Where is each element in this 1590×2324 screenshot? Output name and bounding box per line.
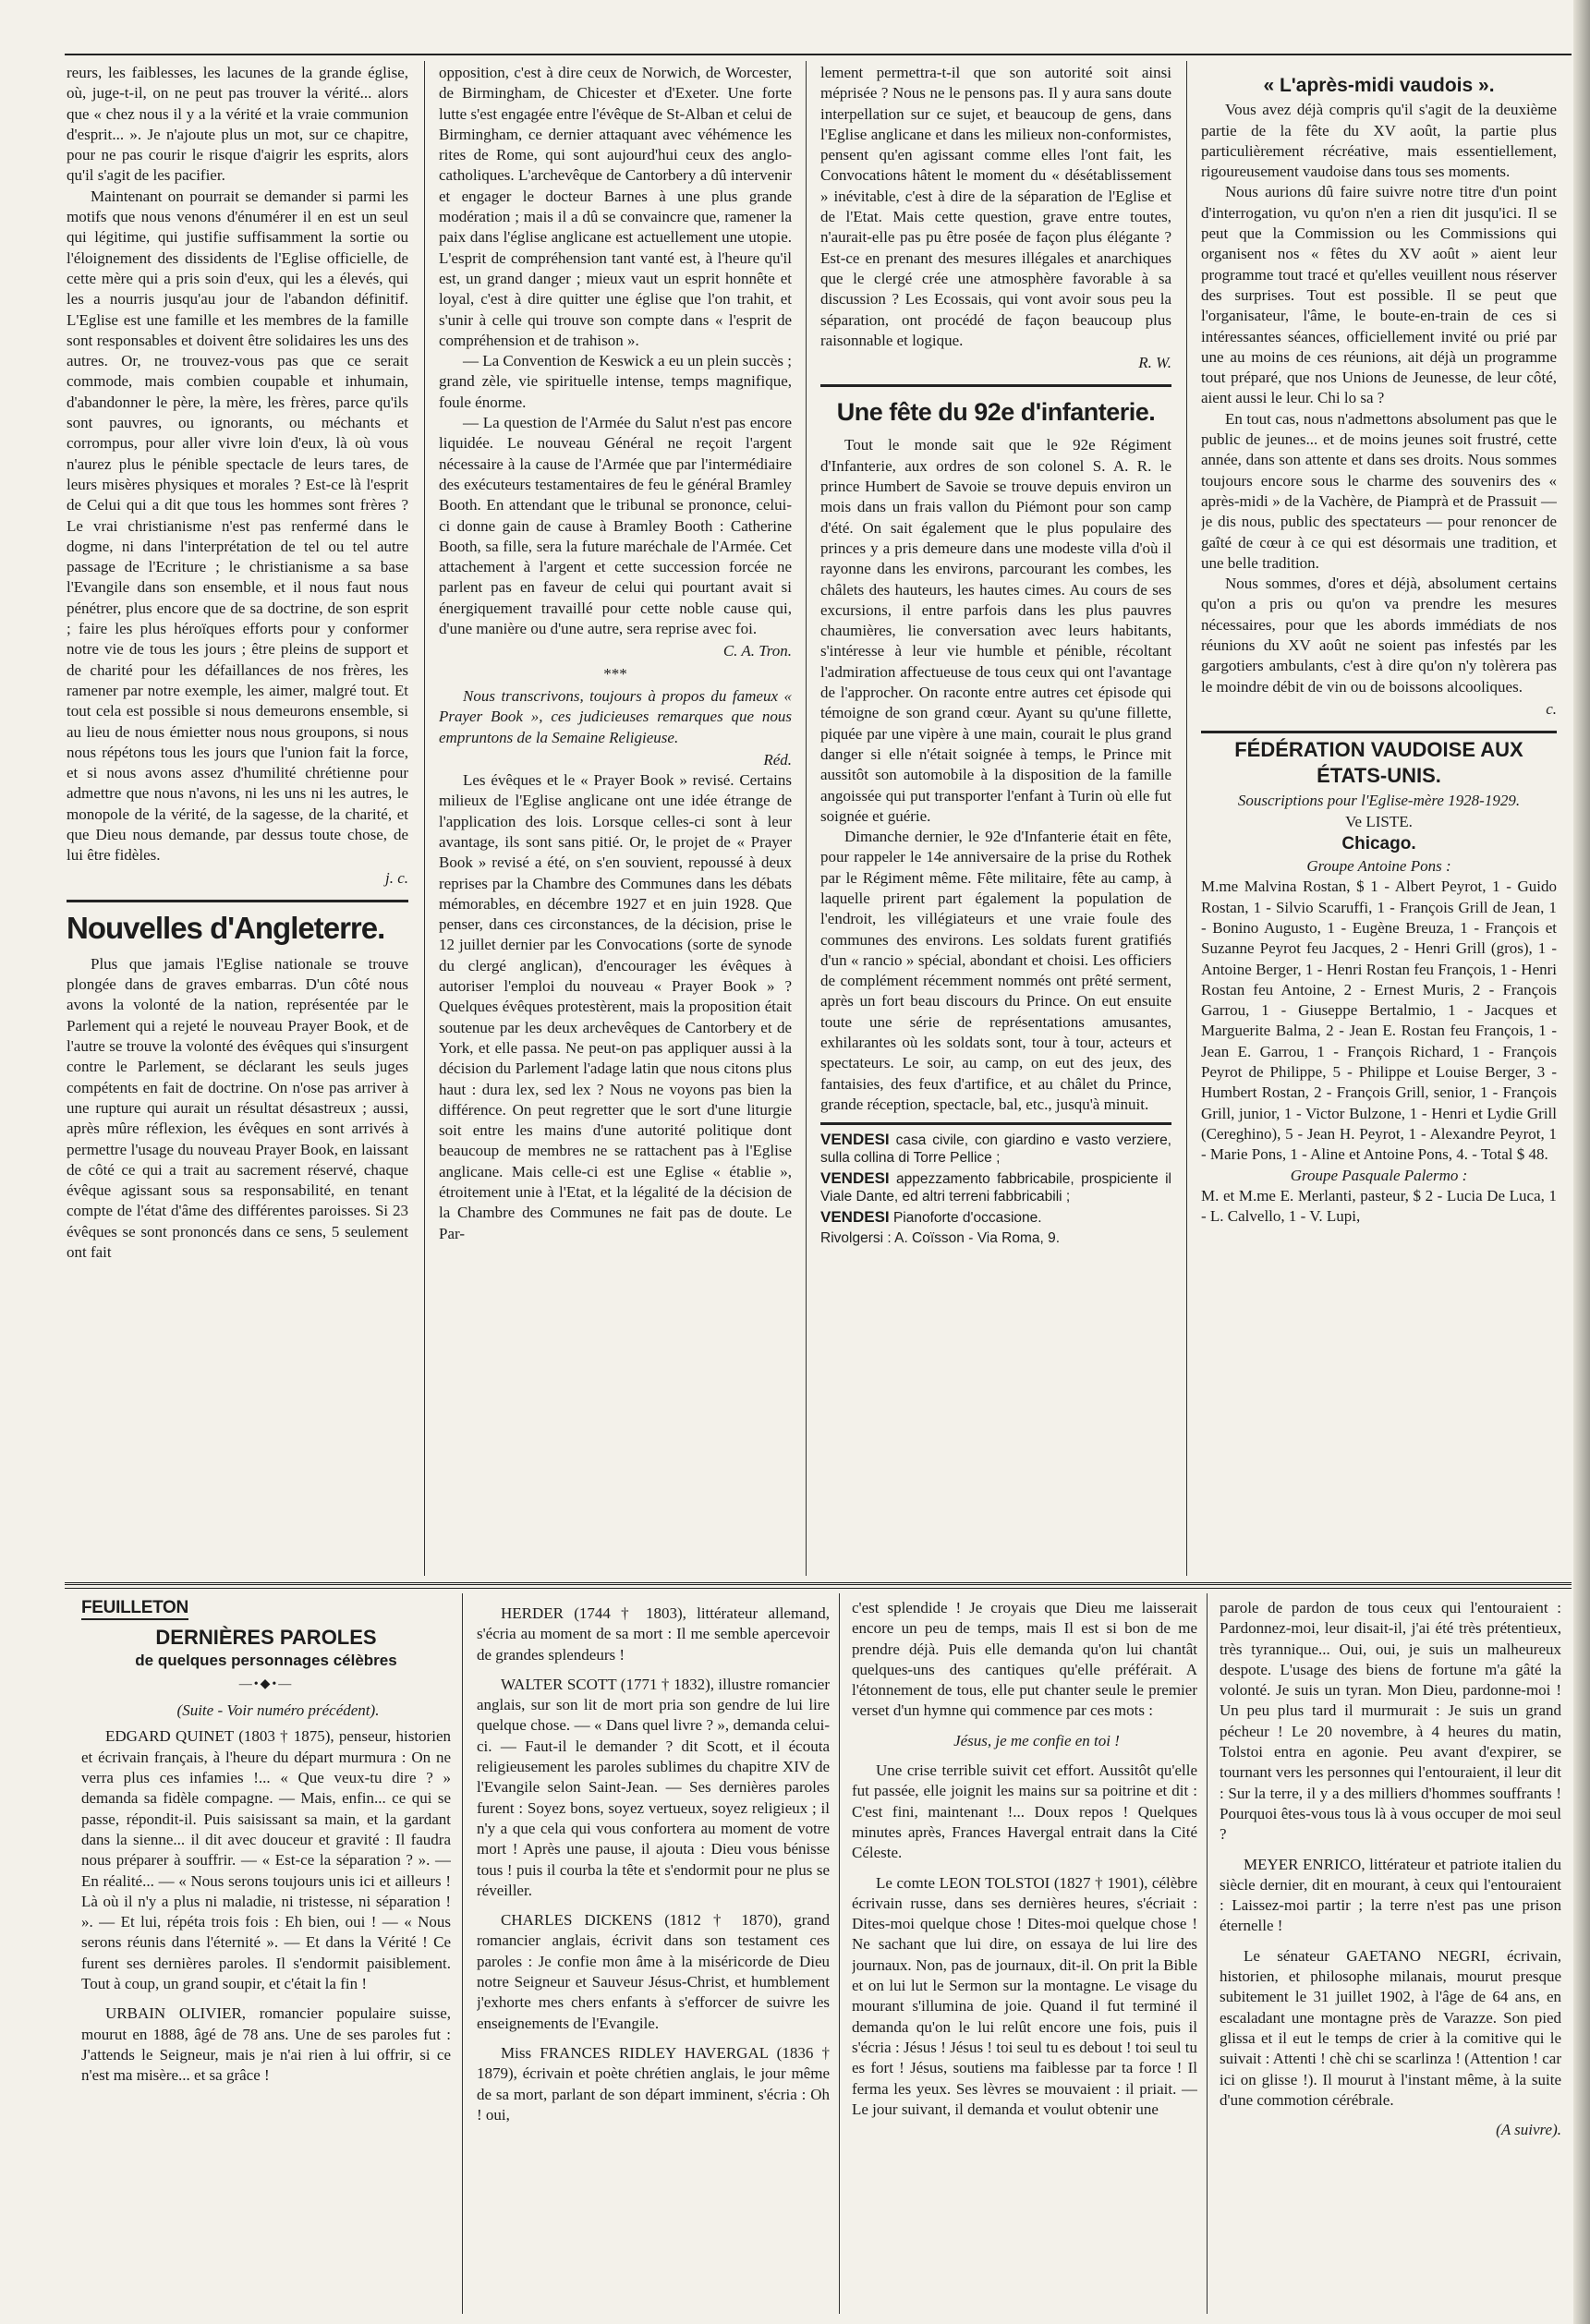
paragraph: Dimanche dernier, le 92e d'Infanterie était en fête, pour rappeler le 14e anniversaire de la prise du Rothek par le Régiment même. Fête militaire, fête au camp, à laquelle prirent part également la population de l'endroit, les villégiateurs et une vraie foule des communes des environs. Les soldats furent gratifiés d'un « rancio » spécial, abondant et choisi. Les officiers de complément récemment nommés ont prêté serment, après un fort beau discours du Prince. On eut ensuite toute une série de représentations amusantes, exhilarantes où les soldats sont, tour à tour, acteurs et spectateurs. Le soir, au camp, on eut des jeux, des fantaisies, des feux d'artifice, et au châlet du Prince, grande réception, spectacle, bal, etc., jusqu'à minuit. — [820, 828, 1171, 1113]
paragraph: HERDER (1744 † 1803), littérateur allemand, s'écria au moment de sa mort : Il me semble apercevoir de grandes splendeurs ! — [477, 1604, 830, 1664]
feuilleton-rule — [65, 1582, 1572, 1589]
paragraph: Vous avez déjà compris qu'il s'agit de la deuxième partie de la fête du XV août, la partie plus particulièrement récréative, mais essentiellement, rigoureusement vaudoise dans tous ses moments. — [1201, 101, 1557, 181]
paragraph: Les évêques et le « Prayer Book » revisé. Certains milieux de l'Eglise anglicane ont une idée étrange de l'application des lois. Lorsque celles-ci sont à leur avantage, ils sont sans pitié. Or, le projet de « Prayer Book » revisé a été, on s'en souvient, repoussé à deux reprises par la Chambre des Communes dans les débats mémorables, en décembre 1927 et en juin 1928. Que penser, dans ces circonstances, de la décision, prise le 12 juillet dernier par les Convocations (sorte de synode du clergé anglican), d'encourager les évêques à autoriser l'emploi du nouveau « Prayer Book » ? Quelques évêques protestèrent, mais la proposition était soutenue par les deux archevêques de Cantorbery et de York, et elle passa. Ne peut-on pas appliquer aussi à la décision du Parlement l'adage latin que nous citons plus haut : dura lex, sed lex ? Nous ne voyons pas bien la différence. On peut regretter que le sort d'une liturgie soit entre les mains d'une autorité politique dont beaucoup de membres ne se rattachent pas à l'Eglise anglicane. Mais celle-ci est une Eglise « établie », étroitement unie à l'Etat, et la légalité de la décision de la Chambre des Communes ne fait pas de doute. Le Par- — [439, 771, 792, 1242]
paragraph: Nous transcrivons, toujours à propos du fameux « Prayer Book », ces judicieuses remarques que nous empruntons de la Semaine Religieuse. — [439, 686, 792, 746]
paragraph: — La Convention de Keswick a eu un plein succès ; grand zèle, vie spirituelle intense, temps magnifique, foule énorme. — [439, 352, 792, 411]
column-4 — [1201, 76, 1557, 1578]
paragraph: reurs, les faiblesses, les lacunes de la grande église, où, juge-t-il, on ne peut pas trouver la vérité... alors que « chez nous il y a la vérité et la vraie communion d'esprit... ». Je n'ajoute plus un mot, sur ce chapitre, pour ne pas courir le risque d'aigrir les esprits, alors qu'il s'agit de les pacifier. — [67, 64, 408, 185]
paragraph: Une crise terrible suivit cet effort. Aussitôt qu'elle fut passée, elle joignit les mains sur sa poitrine et dit : C'est fini, maintenant !... Doux repos ! Quelques minutes après, Frances Havergal entrait dans la Cité Céleste. — [852, 1761, 1197, 1862]
signature: C. A. Tron. — [722, 642, 792, 660]
group-heading: Groupe Pasquale Palermo : — [1290, 1166, 1468, 1184]
article-heading: « L'après-midi vaudois ». — [1263, 76, 1495, 96]
feuilleton-title: DERNIÈRES PAROLES — [155, 1626, 377, 1650]
paragraph: Tout le monde sait que le 92e Régiment d'Infanterie, aux ordres de son colonel S. A. R. le prince Humbert de Savoie se trouve depuis environ un mois dans un frais vallon du Piémont pour son camp d'été. On sait également que le plus populaire des princes y a pris demeure dans une modeste villa d'où il rayonne dans les environs, parcourant les combes, les châlets des hauteurs, les hautes cimes. Au cours de ses excursions, il entre parfois dans les plus pauvres chaumières, lie conversation avec leurs habitants, s'intéresse à leur vie humble et pénible, récoltant l'admiration affectueuse de tous ceux qui ont l'avantage de l'approcher. On raconte entre autres cet épisode qui témoigne de son grand cœur. Ayant su qu'une fillette, piquée par une vipère à une main, courait le plus grand danger si elle n'était soignée à temps, le Prince mit aussitôt son automobile à la disposition de la famille angoissée qui put transporter l'enfant à Turin où elle fut soignée et guérie. — [820, 436, 1171, 825]
ad-text: Pianoforte d'occasione. — [892, 1210, 1042, 1227]
group-heading: Groupe Antoine Pons : — [1306, 857, 1451, 876]
feuilleton-column-2 — [477, 1604, 830, 2309]
paragraph: parole de pardon de tous ceux qui l'entouraient : Pardonnez-moi, leur disait-il, j'ai été très prétentieux, très tyrannique... Oui, oui, je suis un malheureux despote. L'usage des biens de fortune m'a gâté la volonté. Je suis un tyran. Mon Dieu, pardonne-moi ! Un peu plus tard il murmurait : Je suis un grand pécheur ! Le 20 novembre, à 4 heures du matin, Tolstoi entra en agonie. Peu avant d'expirer, se tournant vers les personnes qui l'entouraient, il leur dit : Sur la terre, il y a des milliers d'hommes souffrants ! Pourquoi êtes-vous tous là à vous occuper de moi seul ? — [1220, 1599, 1561, 1844]
column-3 — [820, 63, 1171, 1578]
signature: R. W. — [1138, 354, 1171, 372]
column-divider — [1186, 61, 1187, 1576]
ad-item — [820, 1131, 1171, 1167]
classified-ads — [820, 1122, 1171, 1247]
article-heading: Une fête du 92e d'infanterie. — [836, 398, 1156, 427]
paragraph: URBAIN OLIVIER, romancier populaire suisse, mourut en 1888, âgé de 78 ans. Une de ses paroles fut : J'attends le Seigneur, mais je n'ai rien à lui offrir, si ce n'est ma misère... et sa grâce ! — [81, 2004, 451, 2085]
divider — [1201, 731, 1557, 733]
federation-subtitle: Souscriptions pour l'Eglise-mère 1928-1929. — [1237, 792, 1521, 810]
ad-keyword: VENDESI — [820, 1131, 890, 1149]
ad-keyword: VENDESI — [820, 1169, 890, 1188]
to-be-continued: (A suivre). — [1496, 2121, 1561, 2139]
paragraph: Jésus, je me confie en toi ! — [953, 1731, 1120, 1749]
divider — [820, 384, 1171, 387]
list-number: Ve LISTE. — [1345, 812, 1413, 830]
column-divider — [806, 61, 807, 1576]
paragraph: Le comte LEON TOLSTOI (1827 † 1901), célèbre écrivain russe, dans ses dernières heures, s'écriait : Dites-moi quelque chose ! Dites-moi quelque chose ! Ne sachant que lui dire, on essaya de lui lire des journaux. Non, pas de journaux, dit-il. On prit la Bible et on lui lut le Sermon sur la montagne. Le visage du mourant s'illumina de joie. Quand il fut terminé il demanda qu'on le lui relût encore une fois, puis il s'écria : Jésus ! Jésus ! toi seul tu es debout ! toi seul tu es fort ! Jésus, soutiens ma faiblesse par ta force ! Il ferma les yeux. Ses lèvres se mouvaient : il priait. — Le jour suivant, il demanda et voulut obtenir une — [852, 1873, 1197, 2118]
paragraph: En tout cas, nous n'admettons absolument pas que le public de jeunes... et de moins jeunes soit frustré, cette année, dans son attente et dans ses droits. Nous sommes toujours encore sous le charme des souvenirs des « après-midi » de la Vachère, de Piamprà et de Prassuit — je dis nous, public des spectateurs — pour renoncer de gaîté de cœur à ce qui est désormais une tradition, et une belle tradition. — [1201, 409, 1557, 572]
paragraph: Miss FRANCES RIDLEY HAVERGAL (1836 † 1879), écrivain et poète chrétien anglais, le jour même de sa mort, parlant de son départ imminent, s'écria : Oh ! oui, — [477, 2043, 830, 2124]
paragraph: Nous aurions dû faire suivre notre titre d'un point d'interrogation, vu qu'on n'en a rien dit jusqu'ici. Il se peut que la Commission ou les Commissions qui organisent nos « fêtes du XV août » aient leur programme tout tracé et qu'elles veuillent nous réserver des surprises. Tout est possible. Il se peut que l'organisateur, l'âme, le boute-en-train de ces si intéressantes séances, officiellement invité ou prié par une au moins de ces réunions, ait déjà un programme tout préparé, que nos Unions de Jeunesse, de leur côté, aient aussi le leur. Chi lo sa ? — [1201, 183, 1557, 407]
signature: Réd. — [763, 750, 792, 769]
paragraph: WALTER SCOTT (1771 † 1832), illustre romancier anglais, sur son lit de mort pria son gendre de lui lire quelque chose. — « Dans quel livre ? », demanda celui-ci. — Faut-il le demander ? dit Scott, et il écouta religieusement les paroles sublimes du chapitre XIV de l'Evangile selon Saint-Jean. — Ses dernières paroles furent : Soyez bons, soyez vertueux, soyez religieux ; il n'y a que cela qui vous confortera au moment de votre mort ! Après une pause, il ajouta : Dieu vous bénisse tous ! puis il courba la tête et s'endormit pour ne plus se réveiller. — [477, 1675, 830, 1899]
federation-heading: FÉDÉRATION VAUDOISE AUX ÉTATS-UNIS. — [1234, 738, 1523, 788]
donor-list: M.me Malvina Rostan, $ 1 - Albert Peyrot, 1 - Guido Rostan, 1 - Silvio Scaruffi, 1 - François Grill de Jean, 1 - Bonino Augusto, 1 - Eugène Breuza, 1 - François et Suzanne Peyrot feu Jacques, 2 - Henri Grill (gros), 1 - Antoine Berger, 1 - Henri Rostan feu François, 1 - Henri Rostan feu Antoine, 2 - Ernest Muris, 2 - François Garrou, 1 - Giuseppe Bertalmio, 1 - Jacques et Marguerite Balma, 2 - Jean E. Rostan feu François, 1 - Jean E. Garrou, 1 - François Richard, 1 - François Peyrot de Philippe, 5 - Philippe et Louise Berger, 3 - Humbert Rostan, 2 - François Grill, senior, 1 - François Grill, junior, 1 - Victor Bulzone, 1 - Henri et Lydie Grill (Cereghino), 5 - Jean H. Peyrot, 1 - Alexandre Peyrot, 1 - Marie Pons, 1 - Aline et Antoine Pons, 4. - Total $ 48. — [1201, 878, 1557, 1164]
feuilleton-subtitle: de quelques personnages célèbres — [135, 1651, 397, 1669]
page-edge-shadow — [1573, 0, 1590, 2324]
paragraph: lement permettra-t-il que son autorité soit ainsi méprisée ? Nous ne le pensons pas. Il y aura sans doute interpellation sur ce sujet, et beaucoup de gens, dans l'Eglise anglicane et dans les milieux non-conformistes, pensent qu'en agissant comme elles l'ont fait, les Convocations hâtent le moment du « désétablissement » inévitable, c'est à dire de la séparation de l'Eglise et de l'Etat. Mais cette question, grave entre toutes, n'aurait-elle pas pu être posée de façon plus élégante ? Est-ce en prenant des mesures illégales et anarchiques que le clergé crée une atmosphère favorable à sa discussion ? Les Ecossais, qui vont avoir sous peu la séparation, ont procédé de façon beaucoup plus raisonnable et logique. — [820, 64, 1171, 349]
column-2 — [439, 63, 792, 1578]
column-divider — [462, 1593, 463, 2314]
column-divider — [424, 61, 425, 1576]
ad-keyword: VENDESI — [820, 1208, 890, 1227]
divider — [67, 900, 408, 902]
signature: j. c. — [384, 868, 408, 887]
ad-text: appezzamento fabbricabile, prospiciente il Viale Dante, ed altri terreni fabbricabili ; — [820, 1171, 1171, 1205]
paragraph: Nous sommes, d'ores et déjà, absolument certains qu'on a pris ou qu'on va prendre les mesures nécessaires, pour que les abords immédiats de nos réunions du XV août ne soient pas infestés par les gargotiers ambulants, c'est à dire qu'on n'y tolèrera pas le moindre débit de vin ou de boissons alcooliques. — [1201, 575, 1557, 696]
paragraph: opposition, c'est à dire ceux de Norwich, de Worcester, de Birmingham, de Chicester et d'Exeter. Une forte lutte s'est engagée entre l'évêque de St-Alban et celui de Birmingham, ce dernier attaquant avec véhémence les rites de Rome, qui sont aujourd'hui ceux des anglo-catholiques. L'archevêque de Cantorbery a dû intervenir et engager le docteur Barnes à une plus grande modération ; mais il a dû se convaincre que, ramener la paix dans l'église anglicane est actuellement une utopie. L'esprit de compréhension tant vanté est, à l'heure qu'il est, un grand danger ; mieux vaut un esprit honnête et loyal, c'est à dire quitter une église que l'on trahit, et s'unir à celle qui trouve son compte dans « l'esprit de compréhension et de trahison ». — [439, 64, 792, 349]
ad-item — [820, 1208, 1171, 1227]
column-divider — [1207, 1593, 1208, 2314]
ad-contact: Rivolgersi : A. Coïsson - Via Roma, 9. — [820, 1230, 1061, 1247]
paragraph: CHARLES DICKENS (1812 † 1870), grand romancier anglais, écrivit dans son testament ces paroles : Je confie mon âme à la miséricorde de Dieu notre Seigneur et Sauveur Jésus-Christ, et humblement j'exhorte mes chers enfants à s'efforcer de suivre les enseignements de l'Evangile. — [477, 1911, 830, 2032]
section-stars: *** — [603, 664, 627, 683]
paragraph: c'est splendide ! Je croyais que Dieu me laisserait encore un peu de temps, mais Il est si bon de me prendre déjà. Puis elle demanda qu'on lui chantât quelques-uns des cantiques qu'elle préférait. A l'étonnement de tous, elle put chanter seule le premier verset d'un hymne qui commence par ces mots : — [852, 1599, 1197, 1720]
ad-text: casa civile, con giardino e vasto verziere, sulla collina di Torre Pellice ; — [820, 1132, 1171, 1167]
top-rule — [65, 54, 1572, 55]
paragraph: — La question de l'Armée du Salut n'est pas encore liquidée. Le nouveau Général ne reçoit l'argent nécessaire à la cause de l'Armée que par l'intermédiaire des exécuteurs testamentaires de feu le général Bramley Booth. En attendant que le tribunal se prononce, celui-ci donne gain de cause à Bramley Booth : Catherine Booth, sa fille, sera la future maréchale de l'Armée. Cet attachement à l'argent et cette succession forcée ne parlent pas en faveur de celui qui pourtant avait si énergiquement travaillé pour cette noble cause qui, d'une manière ou d'une autre, sera reprise avec foi. — [439, 414, 792, 638]
feuilleton-column-3 — [852, 1598, 1197, 2309]
column-1 — [67, 63, 408, 1578]
donor-list: M. et M.me E. Merlanti, pasteur, $ 2 - Lucia De Luca, 1 - L. Calvello, 1 - V. Lupi, — [1201, 1186, 1557, 1226]
paragraph: EDGARD QUINET (1803 † 1875), penseur, historien et écrivain français, à l'heure du départ murmura : On ne verra plus ces infamies !... « Que veux-tu dire ? » demanda sa fidèle compagne. — Mais, enfin... ce qui se passe, répondit-il. Puis saisissant sa main, et la gardant dans la sienne... il dit avec douceur et gravité : Il faudra nous préparer à souffrir. — « Est-ce la séparation ? ». — En réalité... — « Nous serons toujours unis ici et ailleurs ! Là où il n'y a plus ni maladie, ni tristesse, ni séparation ! ». — Et lui, répéta trois fois : Eh bien, oui ! — « Nous serons réunis dans l'éternité ». — Et dans la Vérité ! Ce furent ses dernières paroles. Il s'endormit paisiblement. Tout à coup, un grand soupir, et c'était la fin ! — [81, 1727, 451, 1993]
paragraph: Plus que jamais l'Eglise nationale se trouve plongée dans de graves embarras. D'un côté nous avons la volonté de la nation, représentée par le Parlement qui a rejeté le nouveau Prayer Book, et de l'autre se trouve la volonté des évêques qui s'insurgent contre le Parlement, se déclarant les seuls juges compétents en fait de doctrine. On n'ose pas arriver à une rupture qui aurait un résultat désastreux ; aussi, après mûre réflexion, les évêques en sont arrivés à permettre l'usage du nouveau Prayer Book, en laissant de côté ce qui a trait au sacrement réservé, chaque évêque agissant sous sa responsabilité, en tenant compte de l'état d'âme des différentes paroisses. Si 23 évêques se sont prononcés dans ce sens, 5 seulement ont fait — [67, 954, 408, 1262]
feuilleton-column-1 — [81, 1598, 451, 2309]
signature: c. — [1546, 699, 1557, 718]
ornament: —•◆•— — [238, 1676, 294, 1691]
article-heading: Nouvelles d'Angleterre. — [67, 910, 385, 945]
paragraph: MEYER ENRICO, littérateur et patriote italien du siècle dernier, dit en mourant, à ceux qui l'entouraient : Laissez-moi partir ; la terre n'est pas une prison éternelle ! — [1220, 1855, 1561, 1935]
paragraph: Le sénateur GAETANO NEGRI, écrivain, historien, et philosophe milanais, mourut presque subitement le 31 juillet 1902, à l'âge de 64 ans, en escaladant une montagne près de Varazze. Son pied glissa et il eut le temps de crier à la comitive qui le suivait : Attenti ! chè chi se scarlinza ! (Attention ! car ici on glisse !). Il mourut à l'instant même, à la suite d'une commotion cérébrale. — [1220, 1946, 1561, 2109]
ad-item — [820, 1169, 1171, 1205]
paragraph: Maintenant on pourrait se demander si parmi les motifs que nous venons d'énumérer il en est un seul qui légitime, qui justifie suffisamment la sortie ou l'éloignement des dissidents de l'Eglise officielle, de cette mère qui a pris soin d'eux, qui les a élevés, qui les a nourris jusqu'au jour de l'abandon définitif. L'Eglise est une famille et les membres de la famille sont responsables et doivent être solidaires les uns des autres. Or, ne trouvez-vous pas que ce serait commode, mais combien coupable et inhumain, d'abandonner le père, la mère, les frères, parce qu'ils sont pauvres, ou ignorants, ou méchants et corrompus, pour aller vivre loin d'eux, là où vous n'aurez plus le pénible spectacle de leurs tares, de leurs misères physiques et morales ? Est-ce là l'esprit de Celui qui a dit que tous les hommes sont frères ? Le vrai christianisme n'est pas renfermé dans le dogme, ni dans l'interprétation de tel ou tel autre passage de l'Ecriture ; le christianisme a sa base l'Evangile dans son ensemble, et il nous faut nous pénétrer, plus encore que de sa doctrine, de son esprit ; faire les plus héroïques efforts pour y conformer notre vie de tous les jours ; être pleins de support et de charité pour les défaillances de nos frères, les ramener par notre exemple, les aimer, malgré tout. Et tout cela est possible si nous demeurons ensemble, si au lieu de nous émietter nous nous groupons, si nous nous répétons tous les jours que l'union fait la force, et si nous avons assez d'humilité chrétienne pour admettre que nous n'avons, ni les uns ni les autres, le monopole de la vérité, de la sagesse, de la charité, et que Dieu nous demande, par dessus toute chose, de lui être fidèles. — [67, 187, 408, 865]
feuilleton-label: FEUILLETON — [81, 1598, 188, 1620]
city-heading: Chicago. — [1341, 833, 1416, 853]
column-divider — [839, 1593, 840, 2314]
paragraph: (Suite - Voir numéro précédent). — [176, 1701, 380, 1720]
feuilleton-column-4 — [1220, 1598, 1561, 2309]
